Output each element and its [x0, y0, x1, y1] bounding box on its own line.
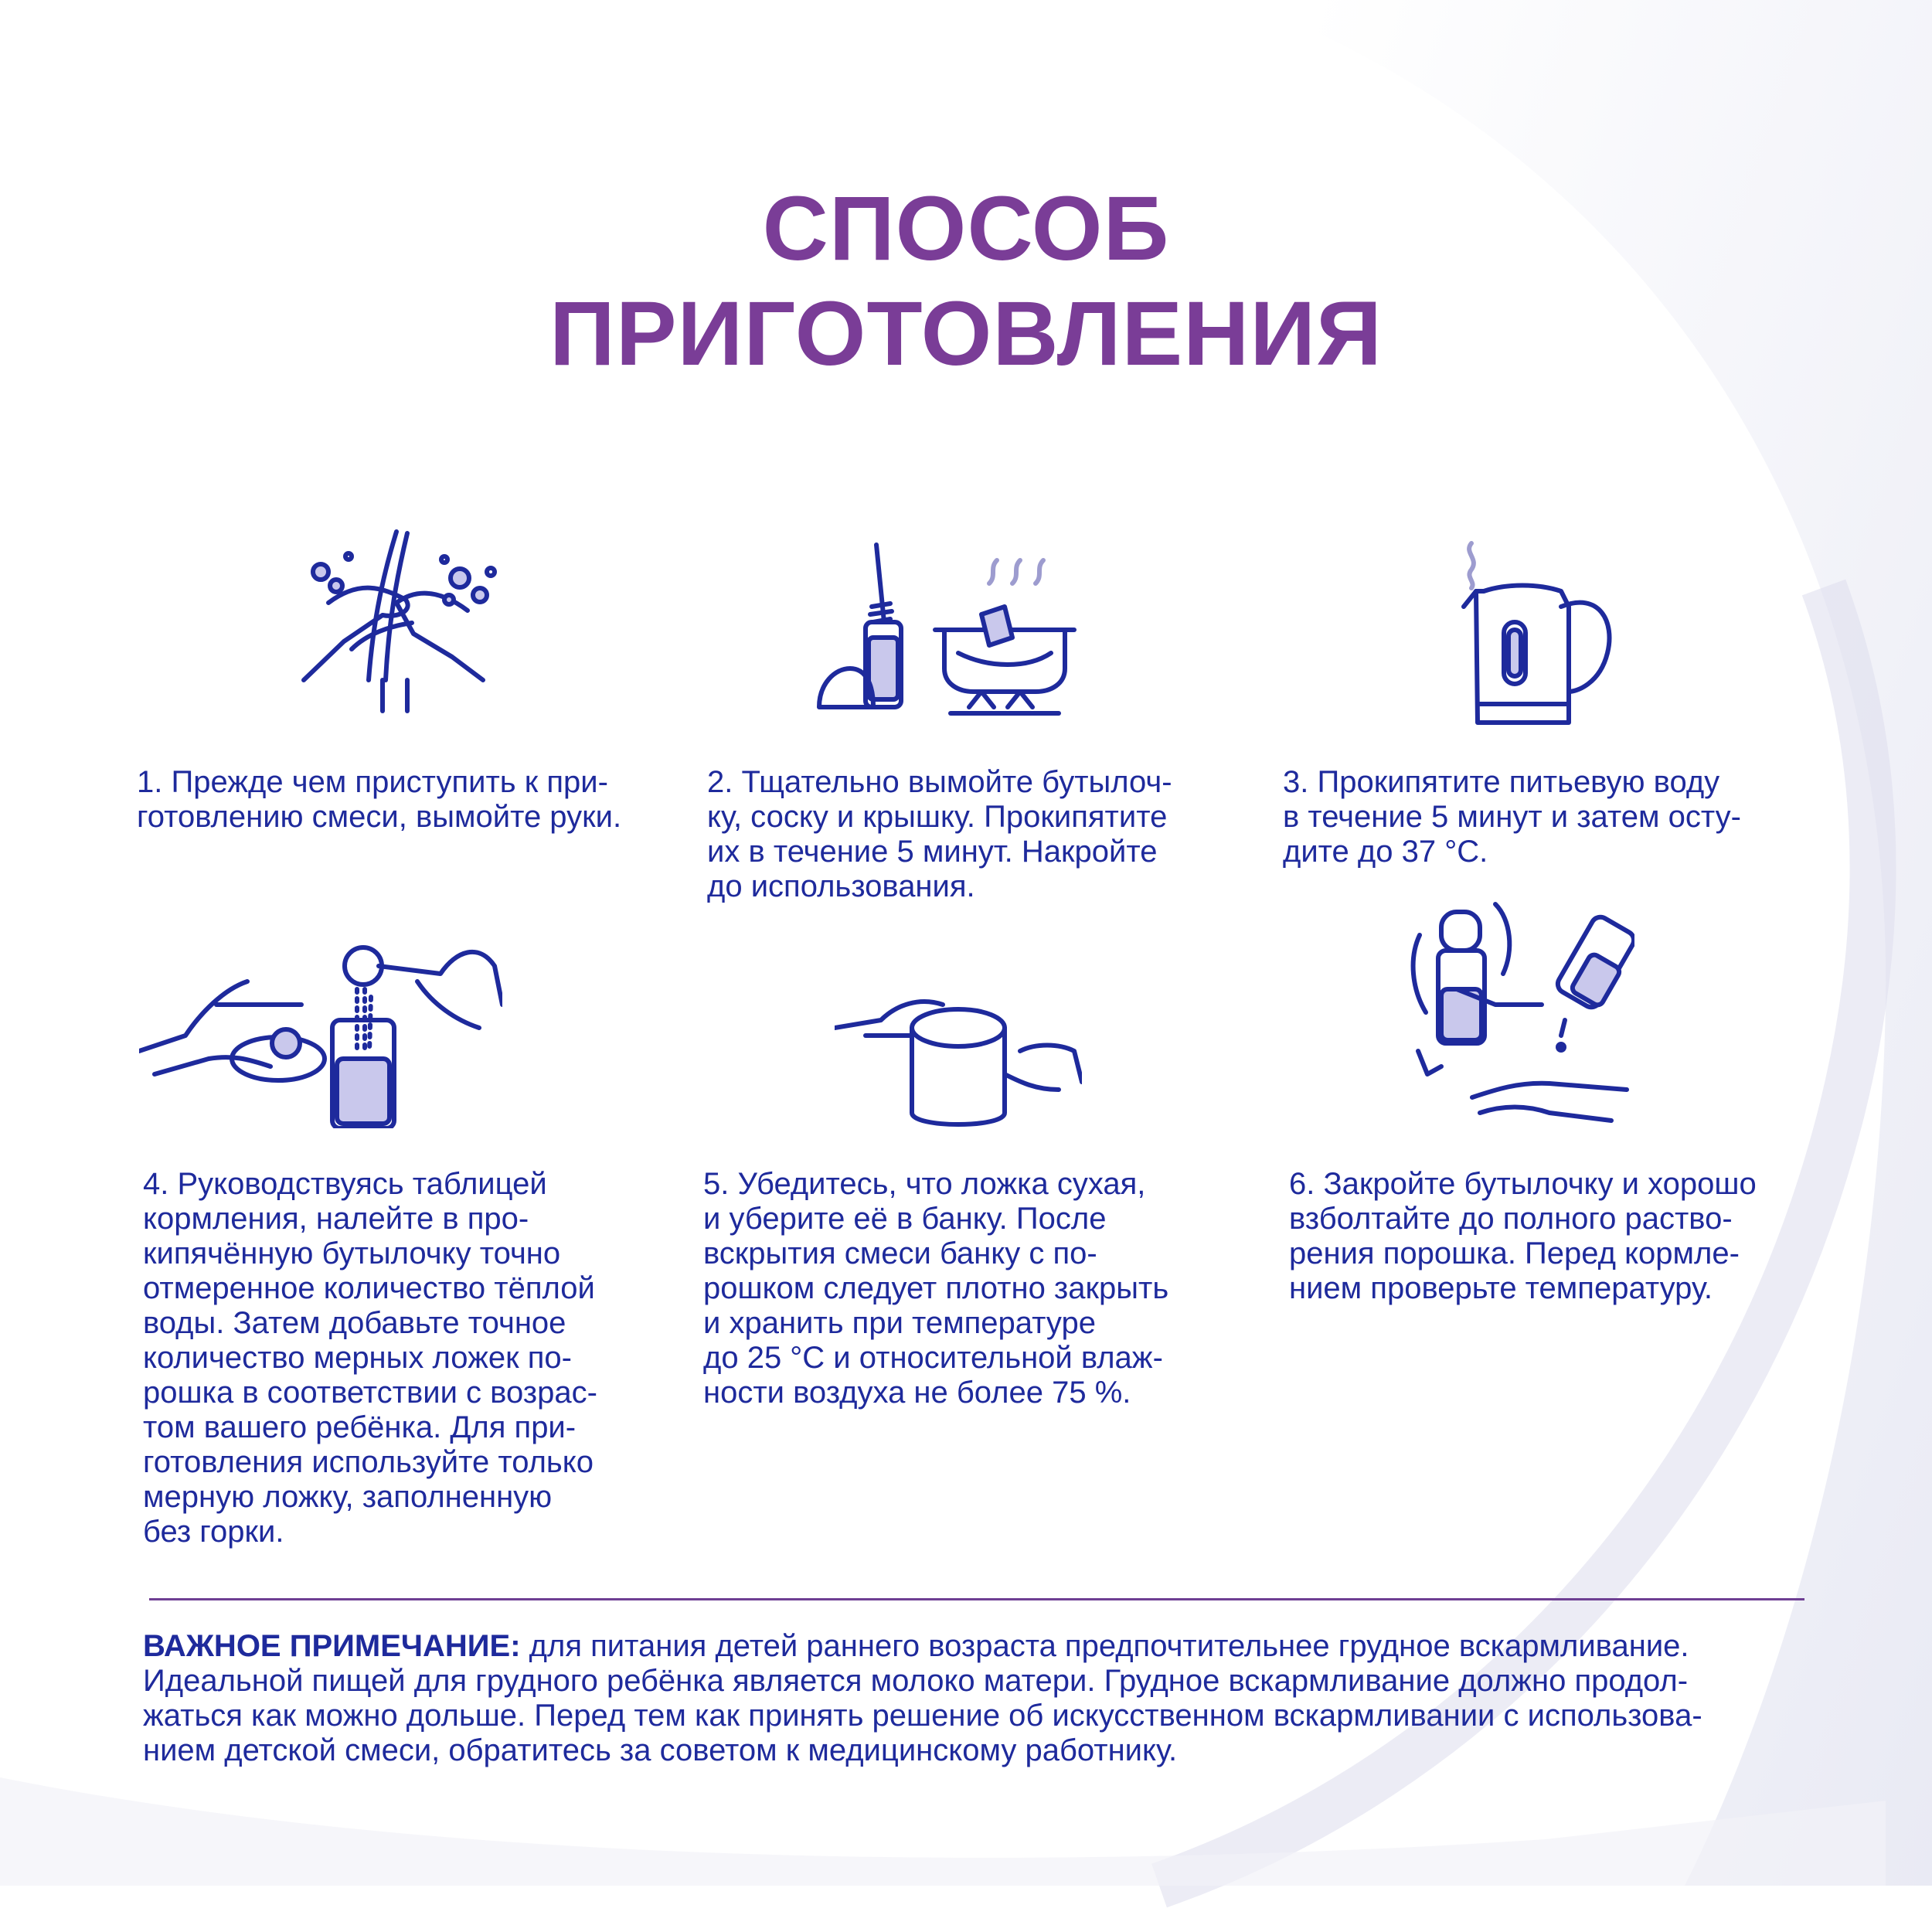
note-line-2: Идеальной пищей для грудного ребёнка является молоко матери. Грудное вскармливание должно продол- [143, 1664, 1689, 1698]
step-3-text: 3. Прокипятите питьевую воду в течение 5 минут и затем осту- дите до 37 °С. [1283, 765, 1741, 869]
note-line-1-text: для питания детей раннего возраста предпочтительнее грудное вскармливание. [520, 1629, 1689, 1663]
title-line-2: ПРИГОТОВЛЕНИЯ [549, 283, 1383, 385]
important-note [143, 1629, 1828, 1768]
powder-measure-icon [139, 920, 502, 1128]
note-line-1 [143, 1629, 1828, 1664]
step-5-text: 5. Убедитесь, что ложка сухая, и уберите её в банку. После вскрытия смеси банку с по- рошком следует плотно закрыть и хранить при температуре до 25 °С и относительной влаж- ности воздуха не более 75 %. [703, 1167, 1169, 1410]
kettle-icon [1461, 537, 1631, 730]
note-label: ВАЖНОЕ ПРИМЕЧАНИЕ: [143, 1629, 521, 1663]
step-2-text: 2. Тщательно вымойте бутылоч- ку, соску и крышку. Прокипятите их в течение 5 минут. Накройте до использования. [707, 765, 1172, 903]
shake-bottle-icon [1410, 881, 1634, 1136]
title-line-1: СПОСОБ [762, 178, 1170, 280]
divider [149, 1598, 1804, 1600]
step-6-text: 6. Закройте бутылочку и хорошо взболтайте до полного раство- рения порошка. Перед кормле- нием проверьте температуру. [1289, 1167, 1757, 1305]
note-line-4: нием детской смеси, обратитесь за советом к медицинскому работнику. [143, 1733, 1178, 1767]
note-line-3: жаться как можно дольше. Перед тем как принять решение об искусственном вскармливании с использова- [143, 1699, 1702, 1733]
close-can-icon [835, 981, 1082, 1136]
hand-washing-icon [298, 526, 498, 726]
step-4-text: 4. Руководствуясь таблицей кормления, налейте в про- кипячённую бутылочку точно отмеренное количество тёплой воды. Затем добавьте точное количество мерных ложек по- рошка в соответствии с возрас- том вашего ребёнка. Для при- готовления используйте только мерную ложку, заполненную без горки. [143, 1167, 597, 1549]
step-1-text: 1. Прежде чем приступить к при- готовлению смеси, вымойте руки. [137, 765, 622, 834]
bottle-sterilize-icon [804, 537, 1082, 723]
page-title [0, 176, 1932, 386]
